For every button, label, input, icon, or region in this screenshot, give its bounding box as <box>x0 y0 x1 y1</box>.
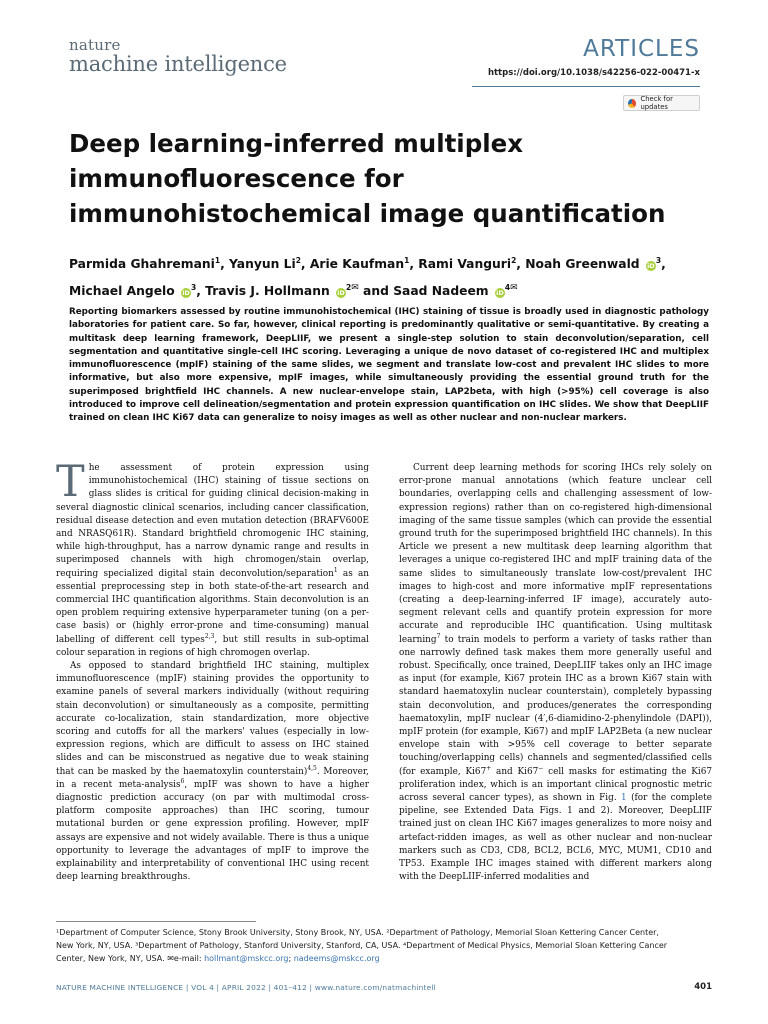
orcid-icon[interactable]: iD <box>337 289 345 298</box>
email-icon[interactable]: ✉ <box>510 283 518 294</box>
header-rule <box>472 86 700 87</box>
crossmark-icon <box>628 99 636 108</box>
citation-ref[interactable]: 7 <box>436 632 441 640</box>
text-run: and Ki67 <box>491 766 539 777</box>
author[interactable]: Michael Angelo <box>69 284 175 299</box>
text-run: as an essential preprocessing step in both state-of-the-art research and commercial IHC quantification algorithms. Stain deconvolution is an open problem requiring extensive hyperparameter tuning (on a per-case basis) or (highly error-prone and time-consuming) manual labelling of different cell types <box>56 568 369 645</box>
article-title: Deep learning-inferred multiplex immunofluorescence for immunohistochemical image quantification <box>69 129 666 228</box>
author[interactable]: Parmida Ghahremani <box>69 257 215 272</box>
footer-text: NATURE MACHINE INTELLIGENCE | VOL 4 | APRIL 2022 | 401–412 | <box>56 983 315 992</box>
section-label: ARTICLES <box>583 36 700 62</box>
author-affiliation: 2 <box>295 256 301 265</box>
author-affiliation: 3 <box>191 283 197 293</box>
author[interactable]: Saad Nadeem <box>393 284 489 299</box>
text-run: As opposed to standard brightfield IHC staining, multiplex immunofluorescence (mpIF) staining provides the opportunity to examine panels of several markers individually (without requiring stain deconvolution) or simultaneously as a composite, permitting accurate co-localization, stain standardization, more objective scoring and cutoffs for all the markers' values (especially in low-expression regions, which are difficult to assess on IHC stained slides and can be misconstrued as negative due to weak staining that can be masked by the haematoxylin counterstain) <box>56 661 369 777</box>
author[interactable]: Travis J. Hollmann <box>205 284 330 299</box>
envelope-icon: ✉ <box>167 954 174 963</box>
orcid-icon[interactable]: iD <box>647 262 655 271</box>
author[interactable]: Noah Greenwald <box>525 257 640 272</box>
figure-link[interactable]: 1 <box>621 793 627 804</box>
author-affiliation: 4 <box>504 283 511 293</box>
author-affiliation: 1 <box>214 256 221 265</box>
text-run: , but still results in sub-optimal colour separation in regions of high chromogen overlap. <box>56 634 369 658</box>
check-updates-button[interactable] <box>623 95 700 111</box>
paragraph <box>56 457 369 660</box>
orcid-icon[interactable]: iD <box>182 289 190 298</box>
citation-ref[interactable]: 2,3 <box>204 632 215 640</box>
footer <box>56 983 436 992</box>
author[interactable]: Arie Kaufman <box>309 257 405 272</box>
affiliation-rule <box>56 921 256 922</box>
text-run: to train models to perform a variety of tasks rather than one narrowly defined task makes them more generally useful and robust. Specifically, once trained, DeepLIIF takes only an IHC image as input (for example, Ki67 protein IHC as a brown Ki67 stain with standard haematoxylin nuclear counterstain), completely bypassing stain deconvolution, and produces/generates the corresponding haematoxylin, mpIF nuclear (4′,6-diamidino-2-phenylindole (DAPI)), mpIF protein (for example, Ki67) and mpIF LAP2Beta (a new nuclear envelope stain with >95% cell coverage to better separate touching/overlapping cells) channels and segmented/classified cells (for example, Ki67 <box>399 634 712 777</box>
citation-ref[interactable]: 1 <box>333 566 338 574</box>
superscript: − <box>538 764 544 772</box>
citation-ref[interactable]: 4,5 <box>307 764 317 772</box>
author-affiliation: 3 <box>655 256 662 265</box>
author[interactable]: Yanyun Li <box>229 257 296 272</box>
journal-url-link[interactable]: www.nature.com/natmachintell <box>314 983 436 992</box>
abstract: Reporting biomarkers assessed by routine immunohistochemical (IHC) staining of tissue is broadly used in diagnostic pathology laboratories for patient care. So far, however, clinical reporting is predominantly qualitative or semi-quantitative. By creating a multitask deep learning framework, DeepLIIF, we present a single-step solution to stain deconvolution/separation, cell segmentation and quantitative single-cell IHC scoring. Leveraging a unique de novo dataset of co-registered IHC and multiplex immunofluorescence (mpIF) staining of the same slides, we segment and translate low-cost and prevalent IHC slides to more informative, but also more expensive, mpIF images, while simultaneously providing the essential ground truth for the superimposed brightfield IHC channels. A new nuclear-envelope stain, LAP2beta, with high (>95%) cell coverage is also introduced to improve cell delineation/segmentation and protein expression quantification on IHC slides. We show that DeepLIIF trained on clean IHC Ki67 data can generalize to noisy images as well as other nuclear and non-nuclear markers. <box>69 307 709 424</box>
author-affiliation: 2 <box>511 256 517 265</box>
journal-logo-name: machine intelligence <box>69 52 287 76</box>
affiliation-line: New York, NY, USA. ³Department of Pathology, Stanford University, Stanford, CA, USA. ⁴Department of Medical Physics, Memorial Sloan Kettering Cancer <box>56 941 668 950</box>
affiliations <box>56 926 716 965</box>
email-link[interactable]: hollmant@mskcc.org <box>204 954 289 963</box>
orcid-icon[interactable]: iD <box>496 289 504 298</box>
author[interactable]: Rami Vanguri <box>418 257 512 272</box>
check-updates-label: Check for updates <box>640 95 673 111</box>
author-affiliation: 1 <box>404 256 410 265</box>
affiliation-line: ¹Department of Computer Science, Stony Brook University, Stony Brook, NY, USA. ²Department of Pathology, Memorial Sloan Kettering Cancer Center, <box>56 928 659 937</box>
drop-cap: T <box>56 457 85 507</box>
text-run: (for the complete pipeline, see Extended Data Figs. 1 and 2). Moreover, DeepLIIF trained just on clean IHC Ki67 images generalizes to more noisy and artefact-ridden images, as well as other nuclear and non-nuclear markers such as CD3, CD8, BCL2, BCL6, MYC, MUM1, CD10 and TP53. Example IHC images stained with different markers along with the DeepLIIF-inferred modalities and <box>399 793 713 883</box>
text-run: . Moreover, in a recent meta-analysis <box>56 766 370 790</box>
text-run: Current deep learning methods for scoring IHCs rely solely on error-prone manual annotations (which feature unclear cell boundaries, overlapping cells and challenging assessment of low-expression regions) rather than on co-registered high-dimensional imaging of the same tissue samples (which can provide the essential ground truth for the superimposed brightfield IHC channels). In this Article we present a new multitask deep learning algorithm that leverages a unique co-registered IHC and mpIF training data of the same slides to simultaneously translate low-cost/prevalent IHC images to high-cost and more informative mpIF representations (creating a deep-learning-inferred IF image), accurately auto-segment relevant cells and quantify protein expression for more accurate and reproducible IHC quantification. Using multitask learning <box>399 463 712 645</box>
affiliation-line: Center, New York, NY, USA. ✉e-mail: hollmant@mskcc.org; nadeems@mskcc.org <box>56 954 380 963</box>
doi-link[interactable]: https://doi.org/10.1038/s42256-022-00471-x <box>487 68 700 78</box>
text-run: cell masks for estimating the Ki67 proliferation index, which is an important clinical prognostic metric across several cancer types), as shown in Fig. <box>399 766 713 804</box>
paragraph <box>399 462 712 885</box>
text-run: he assessment of protein expression using immunohistochemical (IHC) staining of tissue sections on glass slides is critical for guiding clinical decision-making in several diagnostic clinical scenarios, including cancer classification, residual disease detection and even mutation detection (BRAFV600E and NRASQ61R). Standard brightfield chromogenic IHC staining, while high-throughput, has a narrow dynamic range and results in superimposed channels with high chromogen/stain overlap, requiring specialized digital stain deconvolution/separation <box>56 463 369 579</box>
superscript: + <box>486 764 492 772</box>
page-number: 401 <box>694 982 712 992</box>
journal-logo-nature: nature <box>69 36 121 54</box>
author-list: Parmida Ghahremani$^1$, Yanyun Li$^2$, Arie Kaufman$^1$, Rami Vanguri$^2$, Noah Greenwald $iD^3$, Michael Angelo $iD^3$, Travis J. Hollmann $iD^{2✉}$ and Saad Nadeem $iD^{4✉}$ <box>69 256 666 299</box>
body-column-left <box>56 457 370 885</box>
author-affiliation: 2 <box>346 283 352 293</box>
text-run: , mpIF was shown to have a higher diagnostic prediction accuracy (on par with multimodal cross-platform composite approaches) than IHC scoring, tumour mutational burden or gene expression profiling. However, mpIF assays are expensive and not widely available. There is thus a unique opportunity to leverage the advantages of mpIF to improve the explainability and interpretability of conventional IHC using recent deep learning breakthroughs. <box>56 779 369 883</box>
citation-ref[interactable]: 6 <box>180 777 185 785</box>
email-icon[interactable]: ✉ <box>351 283 359 294</box>
body-column-right <box>399 462 712 885</box>
paragraph <box>56 660 369 884</box>
email-link[interactable]: nadeems@mskcc.org <box>293 954 380 963</box>
